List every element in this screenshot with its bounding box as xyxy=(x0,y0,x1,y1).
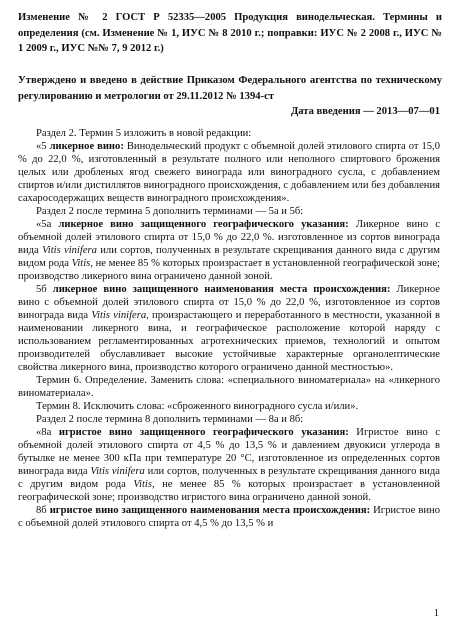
term-text: Ликерное вино с объемной долей этилового спирта от 15,0 % до 22,0 %, изготовленное из сортов винограда вида xyxy=(18,284,440,322)
term-text: не менее 85 % которых произрастает в установленной географической зоне; производство игристого вина ограничено данной зоной. xyxy=(18,479,440,504)
term-number: 8б xyxy=(36,505,50,517)
paragraph: Термин 6. Определение. Заменить слова: «специального виноматериала» на «ликерного виноматериала». xyxy=(18,375,440,400)
term-name: игристое вино защищенного наименования места происхождения: xyxy=(49,505,371,517)
term-name: игристое вино защищенного географического указания: xyxy=(58,427,349,439)
latin-genus: Vitis, xyxy=(133,479,155,491)
term-text: Игристое вино с объемной долей этилового спирта от 4,5 % до 13,5 % и давлением двуокиси углерода в бутылке не менее 300 кПа при температуре 20 °С, изготовленное из определенных сортов винограда вида xyxy=(18,427,440,478)
latin-genus: Vitis, xyxy=(71,258,93,270)
term-name: ликерное вино защищенного наименования места происхождения: xyxy=(52,284,391,296)
term-number: «5а xyxy=(36,219,59,231)
term-definition-8a xyxy=(18,426,440,504)
latin-species: Vitis vinifera, xyxy=(91,310,149,322)
term-text: или сортов, полученных в результате скрещивания данного вида с другим видом рода xyxy=(18,245,440,270)
term-definition-5a xyxy=(18,218,440,283)
term-number: «8а xyxy=(36,427,59,439)
paragraph: Раздел 2 после термина 8 дополнить терминами — 8а и 8б: xyxy=(36,414,304,426)
term-number: «5 xyxy=(36,141,50,153)
latin-species: Vitis vinifera xyxy=(42,245,97,257)
page-number: 1 xyxy=(433,608,439,619)
term-number: 5б xyxy=(36,284,53,296)
introduction-date: Дата введения — 2013—07—01 xyxy=(290,106,440,117)
approval-statement: Утверждено и введено в действие Приказом Федерального агентства по техническому регулированию и метрологии от 29.11.2012 № 1394-ст xyxy=(18,75,442,102)
term-text: Ликерное вино с объемной долей этилового спирта от 15,0 % до 22,0 %. изготовленное из сортов винограда вида xyxy=(18,219,440,257)
document-body xyxy=(18,127,440,530)
term-text: Игристое вино с объемной долей этилового спирта от 4,5 % до 13,5 % и xyxy=(18,505,441,530)
term-name: ликерное вино защищенного географического указания: xyxy=(58,219,349,231)
term-text: Винодельческий продукт с объемной долей этилового спирта от 15,0 % до 22,0 %, изготовленный в результате полного или неполного спиртового брожения целых или дробленых ягод свежего винограда или виноградного сусла, с добавлением спиртов и/или дистиллятов винограднoго происхождения, с добавлением или без добавления сахаросодержащих веществ виноградного происхождения». xyxy=(18,141,440,205)
term-definition-5b xyxy=(18,283,440,374)
term-text: или сортов, полученных в результате скрещивания данного вида с другим видом рода xyxy=(18,466,440,491)
paragraph: Раздел 2. Термин 5 изложить в новой редакции: xyxy=(36,128,252,139)
term-text: не менее 85 % которых произрастает в установленной географической зоне; производство ликерного вина ограничено данной зоной. xyxy=(18,258,440,283)
term-name: ликерное вино: xyxy=(49,141,124,153)
amendment-title: Изменение № 2 ГОСТ Р 52335—2005 Продукция винодельческая. Термины и определения (см. Изменение № 1, ИУС № 8 2010 г.; поправки: ИУС № 2 2008 г., ИУС № 1 2009 г., ИУС №№ 7, 9 2012 г.) xyxy=(18,12,442,54)
paragraph: Раздел 2 после термина 5 дополнить терминами — 5а и 5б: xyxy=(36,206,304,218)
term-text: произрастающего и переработанного в местности, указанной в наименовании ликерного вина, и географическое расположение которой наряду с использованием регламентированных агротехнических приемов, технологий и опытом производителей обуславливает высокие устойчивые характерные органолептические свойства ликерного вина, производство которого ограничено данной местностью». xyxy=(18,310,441,374)
latin-species: Vitis vinifera xyxy=(90,466,145,478)
term-definition-5 xyxy=(18,140,440,205)
paragraph: Термин 8. Исключить слова: «сброженного виноградного сусла и/или». xyxy=(36,401,359,413)
term-definition-8b xyxy=(18,504,440,530)
